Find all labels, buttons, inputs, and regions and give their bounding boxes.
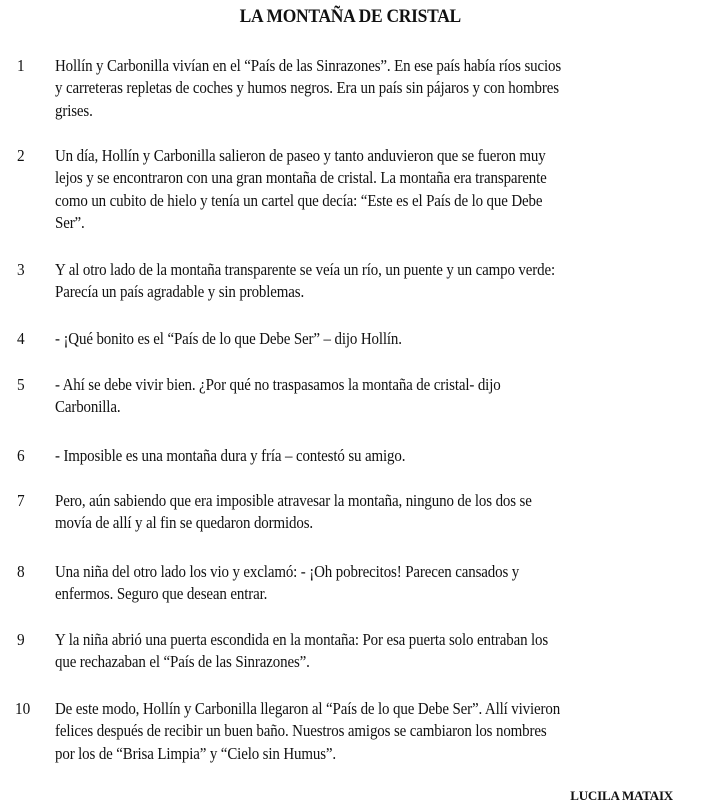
text-line: Una niña del otro lado los vio y exclamó: - ¡Oh pobrecitos! Parecen cansados y bbox=[55, 562, 520, 581]
paragraph-text bbox=[55, 374, 680, 419]
text-line: como un cubito de hielo y tenía un cartel que decía: “Este es el País de lo que Debe bbox=[55, 190, 543, 210]
text-line: grises. bbox=[55, 100, 93, 120]
text-line: que rechazaban el “País de las Sinrazones”. bbox=[55, 652, 310, 672]
paragraph-number: 9 bbox=[17, 630, 25, 649]
text-line: Y la niña abrió una puerta escondida en la montaña: Por esa puerta solo entraban los bbox=[55, 630, 549, 649]
text-line: De este modo, Hollín y Carbonilla llegaron al “País de lo que Debe Ser”. Allí vivieron bbox=[55, 699, 561, 718]
text-line: Ser”. bbox=[55, 212, 85, 232]
text-line: - Imposible es una montaña dura y fría – contestó su amigo. bbox=[55, 446, 406, 465]
text-line: por los de “Brisa Limpia” y “Cielo sin Humus”. bbox=[55, 743, 337, 763]
paragraph-text bbox=[55, 490, 680, 535]
paragraph-number: 2 bbox=[17, 146, 25, 165]
text-line: - ¡Qué bonito es el “País de lo que Debe Ser” – dijo Hollín. bbox=[55, 329, 402, 348]
text-line: Carbonilla. bbox=[55, 397, 121, 417]
paragraph-number: 7 bbox=[17, 491, 25, 510]
text-line: enfermos. Seguro que desean entrar. bbox=[55, 584, 268, 604]
text-line: Y al otro lado de la montaña transparente se veía un río, un puente y un campo verde: bbox=[55, 260, 556, 279]
text-line: Un día, Hollín y Carbonilla salieron de paseo y tanto anduvieron que se fueron muy bbox=[55, 146, 546, 165]
text-line: felices después de recibir un buen baño. Nuestros amigos se cambiaron los nombres bbox=[55, 721, 547, 741]
paragraph-number: 1 bbox=[17, 56, 25, 75]
paragraph-text bbox=[55, 55, 680, 122]
text-line: Hollín y Carbonilla vivían en el “País de las Sinrazones”. En ese país había ríos sucios bbox=[55, 56, 562, 75]
paragraph-number: 3 bbox=[17, 260, 25, 279]
paragraph-number: 5 bbox=[17, 375, 25, 394]
paragraph-text bbox=[55, 259, 680, 304]
text-line: - Ahí se debe vivir bien. ¿Por qué no traspasamos la montaña de cristal- dijo bbox=[55, 375, 501, 394]
paragraph-text bbox=[55, 145, 680, 234]
author-name: LUCILA MATAIX bbox=[570, 788, 673, 803]
paragraph-text bbox=[55, 445, 680, 467]
paragraph-text bbox=[55, 561, 680, 606]
text-line: lejos y se encontraron con una gran montaña de cristal. La montaña era transparente bbox=[55, 168, 547, 188]
text-line: movía de allí y al fin se quedaron dormidos. bbox=[55, 513, 314, 533]
paragraph-number: 10 bbox=[15, 699, 31, 718]
text-line: Parecía un país agradable y sin problemas. bbox=[55, 282, 305, 302]
text-line: y carreteras repletas de coches y humos negros. Era un país sin pájaros y con hombres bbox=[55, 78, 559, 98]
paragraph-text bbox=[55, 629, 680, 674]
paragraph-number: 6 bbox=[17, 446, 25, 465]
document-title: LA MONTAÑA DE CRISTAL bbox=[239, 6, 462, 27]
paragraph-number: 8 bbox=[17, 562, 25, 581]
paragraph-number: 4 bbox=[17, 329, 25, 348]
paragraph-text bbox=[55, 698, 680, 765]
paragraph-text bbox=[55, 328, 680, 350]
text-line: Pero, aún sabiendo que era imposible atravesar la montaña, ninguno de los dos se bbox=[55, 491, 532, 510]
